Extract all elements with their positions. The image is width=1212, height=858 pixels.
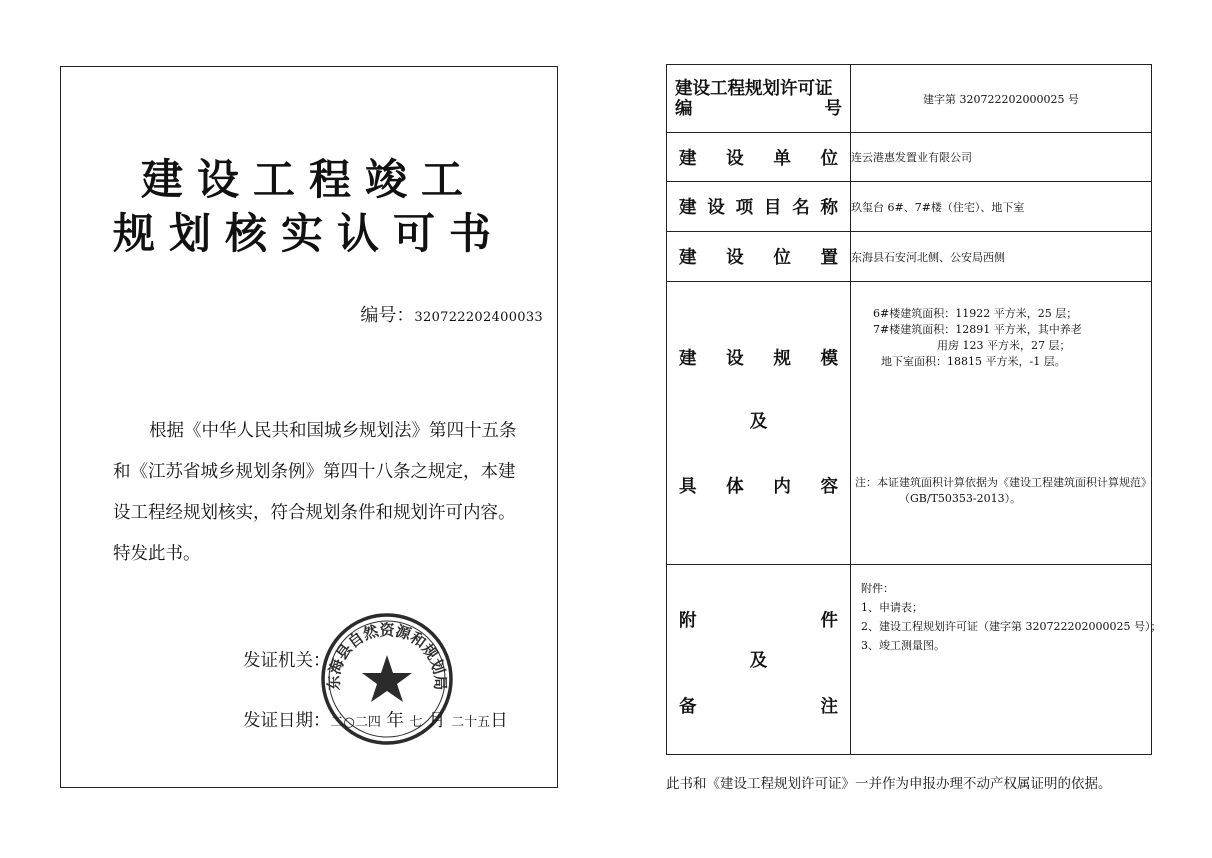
label-char: 单 xyxy=(773,148,791,169)
label-char: 建 xyxy=(679,198,697,218)
permit-number-value: 建字第 320722202000025 号 xyxy=(851,65,1152,133)
label-char: 位 xyxy=(820,148,838,169)
permit-form-table xyxy=(666,64,1162,755)
label-char: 具 xyxy=(679,477,697,497)
attachment-label xyxy=(667,565,851,755)
table-row xyxy=(667,182,1152,232)
scale-line: 地下室面积：18815 平方米，-1 层。 xyxy=(881,355,1066,368)
certificate-body-line: 特发此书。 xyxy=(113,544,201,564)
certificate-body-line: 和《江苏省城乡规划条例》第四十八条之规定，本建 xyxy=(113,462,516,482)
label-char: 名 xyxy=(792,198,810,218)
table-row xyxy=(667,232,1152,282)
label-char: 容 xyxy=(820,477,838,497)
label-char: 体 xyxy=(726,477,744,497)
label-char: 置 xyxy=(820,248,838,268)
certificate-body-line: 设工程经规划核实，符合规划条件和规划许可内容。 xyxy=(113,503,516,523)
scale-line: 7#楼建筑面积：12891 平方米，其中养老 xyxy=(873,323,1082,336)
issue-date-year: 二○二四 xyxy=(330,715,381,730)
label-char: 建 xyxy=(679,248,697,268)
label-char: 项 xyxy=(735,198,754,218)
certificate-title-line2: 规划核实认可书 xyxy=(112,209,505,258)
label-char: 建 xyxy=(679,349,697,369)
scale-note: 注：本证建筑面积计算依据为《建设工程建筑面积计算规范》 xyxy=(855,476,1152,489)
label-char: 设 xyxy=(726,248,744,268)
permit-number-label-char: 号 xyxy=(824,98,842,119)
location-label xyxy=(667,232,851,282)
label-char: 注 xyxy=(820,697,838,717)
scale-label xyxy=(667,282,851,565)
attachment-label-mid: 及 xyxy=(749,651,768,671)
table-row xyxy=(667,282,1152,565)
unit-value: 连云港惠发置业有限公司 xyxy=(851,133,1152,182)
label-char: 设 xyxy=(707,198,725,218)
label-char: 附 xyxy=(679,611,697,631)
attachment-item: 3、竣工测量图。 xyxy=(861,639,945,652)
label-char: 模 xyxy=(820,349,838,369)
unit-label xyxy=(667,133,851,182)
label-char: 目 xyxy=(763,198,782,218)
certificate-number-label: 编号： xyxy=(360,305,415,326)
scale-value xyxy=(851,282,1152,565)
table-row xyxy=(667,565,1152,755)
completion-certificate xyxy=(60,66,558,788)
label-char: 设 xyxy=(726,148,744,169)
label-char: 备 xyxy=(679,697,697,717)
attachment-value xyxy=(851,565,1162,755)
table-row xyxy=(667,65,1152,133)
issue-date-month: 七 xyxy=(409,715,423,730)
label-char: 内 xyxy=(773,477,791,497)
permit-number-label xyxy=(667,65,851,133)
scale-label-mid: 及 xyxy=(749,412,768,432)
attachment-item: 1、申请表； xyxy=(861,601,923,614)
issue-date-day: 二十五 xyxy=(451,715,491,730)
permit-number-label-char: 编 xyxy=(675,98,693,119)
certificate-body-line: 根据《中华人民共和国城乡规划法》第四十五条 xyxy=(149,421,517,441)
official-seal-icon xyxy=(319,611,455,747)
issue-date-day-unit: 日 xyxy=(490,711,508,731)
scale-line: 6#楼建筑面积：11922 平方米，25 层； xyxy=(873,307,1078,320)
scale-line: 用房 123 平方米，27 层； xyxy=(937,339,1071,352)
label-char: 位 xyxy=(773,248,791,268)
permit-number-label-line1: 建设工程规划许可证 xyxy=(675,78,833,99)
project-label xyxy=(667,182,851,232)
seal-text: 东海县自然资源和规划局 xyxy=(324,621,450,691)
label-char: 规 xyxy=(773,349,791,369)
issuer-label: 发证机关： xyxy=(243,651,331,671)
certificate-number-value: 320722202400033 xyxy=(414,310,543,325)
issue-date-label: 发证日期： xyxy=(243,711,331,731)
label-char: 设 xyxy=(726,349,744,369)
certificate-title-line1: 建设工程竣工 xyxy=(140,155,477,204)
attachment-title: 附件： xyxy=(861,582,894,595)
location-value: 东海县石安河北侧、公安局西侧 xyxy=(851,232,1152,282)
certificate-number xyxy=(360,301,543,327)
footer-note: 此书和《建设工程规划许可证》一并作为申报办理不动产权属证明的依据。 xyxy=(666,776,1112,792)
certificate-body xyxy=(113,411,533,575)
label-char: 称 xyxy=(820,198,838,218)
issue-date-month-unit: 月 xyxy=(428,711,446,731)
table-row xyxy=(667,133,1152,182)
label-char: 件 xyxy=(820,611,838,631)
scale-note: （GB/T50353-2013）。 xyxy=(899,492,1022,505)
issue-date-year-unit: 年 xyxy=(386,711,404,731)
label-char: 建 xyxy=(679,148,697,169)
attachment-item: 2、建设工程规划许可证（建字第 320722202000025 号）； xyxy=(861,620,1162,633)
project-value: 玖玺台 6#、7#楼（住宅）、地下室 xyxy=(851,182,1152,232)
